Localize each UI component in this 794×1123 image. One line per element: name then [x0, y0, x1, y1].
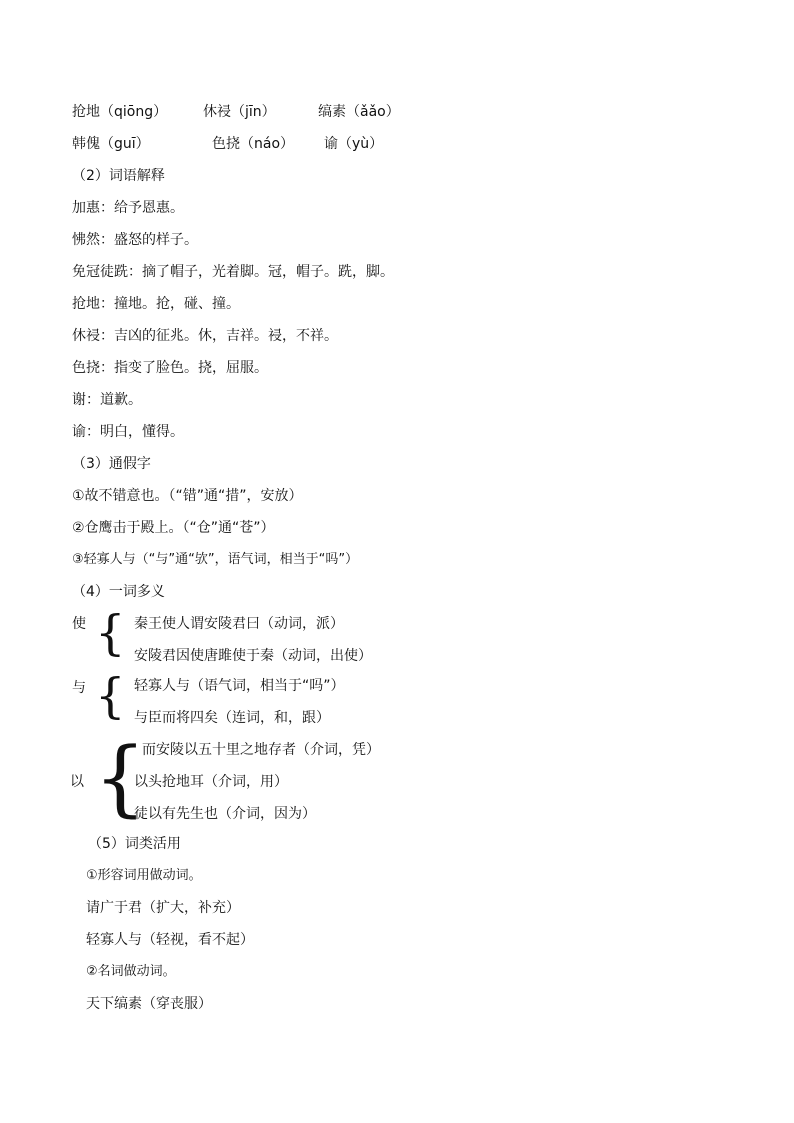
pron-1-1: 抢地（qiōng）	[72, 104, 168, 120]
pron-2-1: 韩傀（guī）	[72, 136, 150, 152]
tongjia-item: ②仓鹰击于殿上。（“仓”通“苍”）	[72, 520, 275, 536]
polysemy-line: 秦王使人谓安陵君曰（动词，派）	[134, 616, 344, 632]
polysemy-char: 与	[72, 680, 86, 696]
wordclass-line: 轻寡人与（轻视，看不起）	[86, 932, 254, 948]
brace-icon: {	[94, 731, 147, 826]
polysemy-line: 而安陵以五十里之地存者（介词，凭）	[142, 742, 380, 758]
brace-icon: {	[95, 668, 126, 724]
vocab-item: 抢地：撞地。抢，碰、撞。	[72, 296, 240, 312]
vocab-heading: （2）词语解释	[72, 168, 165, 184]
brace-icon: {	[95, 605, 126, 661]
vocab-item: 休祲：吉凶的征兆。休，吉祥。祲，不祥。	[72, 328, 338, 344]
polysemy-heading: （4）一词多义	[72, 584, 165, 600]
polysemy-line: 以头抢地耳（介词，用）	[134, 774, 288, 790]
vocab-item: 加惠：给予恩惠。	[72, 200, 184, 216]
tongjia-heading: （3）通假字	[72, 456, 151, 472]
polysemy-line: 徒以有先生也（介词，因为）	[134, 806, 316, 822]
vocab-item: 怫然：盛怒的样子。	[72, 232, 198, 248]
pron-1-3: 缟素（ǎǎo）	[318, 104, 400, 120]
polysemy-line: 轻寡人与（语气词，相当于“吗”）	[134, 678, 345, 694]
polysemy-line: 安陵君因使唐雎使于秦（动词，出使）	[134, 648, 372, 664]
wordclass-heading: （5）词类活用	[88, 836, 181, 852]
polysemy-char: 以	[70, 774, 84, 790]
pron-2-2: 色挠（náo）	[212, 136, 295, 152]
wordclass-line: ①形容词用做动词。	[86, 868, 202, 883]
polysemy-char: 使	[72, 616, 86, 632]
vocab-item: 免冠徒跣：摘了帽子，光着脚。冠，帽子。跣，脚。	[72, 264, 394, 280]
wordclass-line: ②名词做动词。	[86, 964, 176, 979]
vocab-item: 色挠：指变了脸色。挠，屈服。	[72, 360, 268, 376]
tongjia-item: ①故不错意也。（“错”通“措”，安放）	[72, 488, 303, 504]
wordclass-line: 请广于君（扩大，补充）	[86, 900, 240, 916]
polysemy-line: 与臣而将四矣（连词，和，跟）	[134, 710, 330, 726]
vocab-item: 谕：明白，懂得。	[72, 424, 184, 440]
vocab-item: 谢：道歉。	[72, 392, 142, 408]
wordclass-line: 天下缟素（穿丧服）	[86, 996, 212, 1012]
pron-2-3: 谕（yù）	[324, 136, 384, 152]
tongjia-item: ③轻寡人与（“与”通“欤”，语气词，相当于“吗”）	[72, 552, 359, 567]
pron-1-2: 休祲（jīn）	[203, 104, 276, 120]
